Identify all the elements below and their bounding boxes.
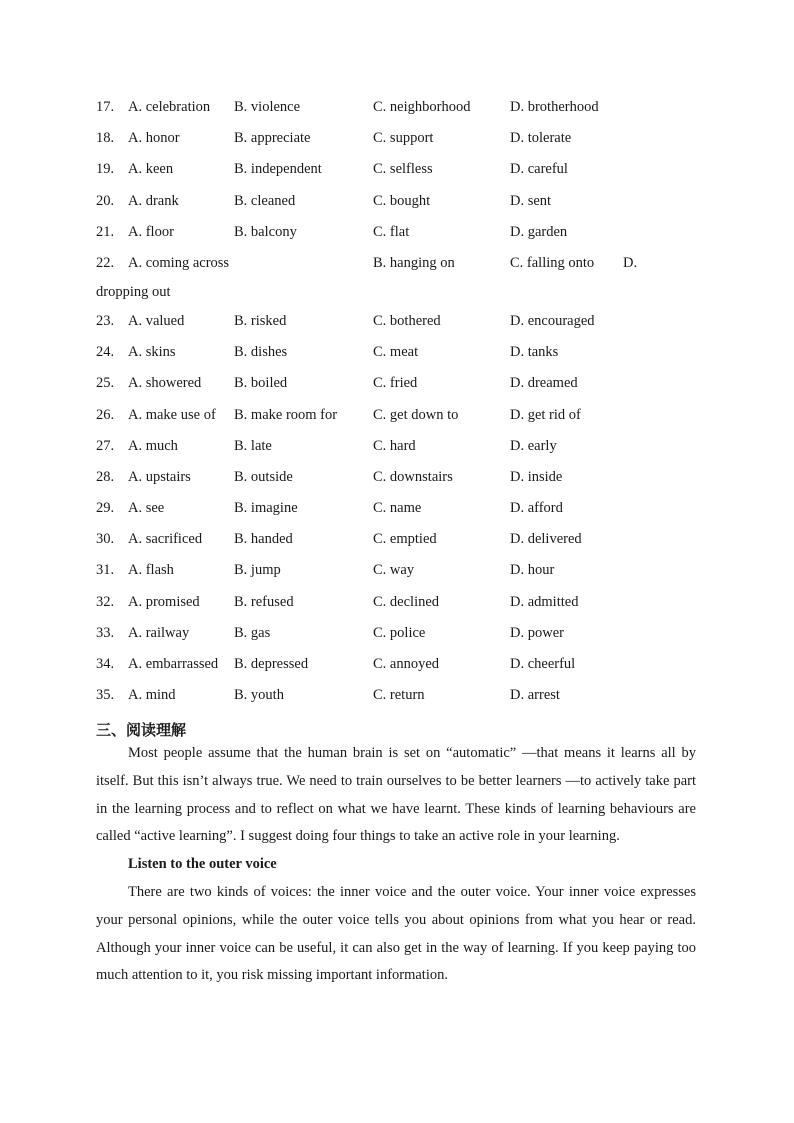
question-number: 29. <box>96 500 115 517</box>
option-d: D. power <box>510 624 564 641</box>
option-b: B. gas <box>234 624 271 641</box>
option-a: A. floor <box>128 223 174 240</box>
option-c: C. name <box>373 500 422 517</box>
question-row-34 <box>96 653 696 684</box>
option-b: B. make room for <box>234 406 338 423</box>
question-row-35 <box>96 684 696 715</box>
question-row-26 <box>96 404 696 435</box>
question-number: 27. <box>96 437 115 454</box>
question-row-30 <box>96 528 696 559</box>
option-c: C. get down to <box>373 406 459 423</box>
question-row-25 <box>96 372 696 403</box>
option-d: D. inside <box>510 468 563 485</box>
option-b: B. outside <box>234 468 293 485</box>
option-b: B. jump <box>234 562 281 579</box>
question-row-24 <box>96 341 696 372</box>
option-a: A. showered <box>128 375 202 392</box>
option-c: C. return <box>373 687 425 704</box>
option-d: D. get rid of <box>510 406 581 423</box>
option-c: C. declined <box>373 593 440 610</box>
option-d: D. hour <box>510 562 555 579</box>
option-d: D. encouraged <box>510 312 595 329</box>
option-d: D. sent <box>510 192 552 209</box>
option-c: C. flat <box>373 223 410 240</box>
option-c: C. selfless <box>373 161 433 178</box>
option-d: D. dreamed <box>510 375 578 392</box>
option-d: D. cheerful <box>510 656 576 672</box>
option-b: B. refused <box>234 593 294 610</box>
option-a: A. see <box>128 500 165 517</box>
option-d: D. afford <box>510 500 563 517</box>
option-b: B. appreciate <box>234 130 311 147</box>
section-title: 三、阅读理解 <box>96 721 187 739</box>
option-b: B. depressed <box>234 656 309 672</box>
question-row-33 <box>96 622 696 653</box>
option-d: D. admitted <box>510 593 579 610</box>
option-d: D. garden <box>510 223 568 240</box>
option-d: D. careful <box>510 161 568 178</box>
option-c: C. way <box>373 562 415 579</box>
question-number: 25. <box>96 375 115 392</box>
option-c: C. bothered <box>373 312 441 329</box>
question-number: 31. <box>96 562 115 579</box>
question-row-28 <box>96 466 696 497</box>
option-b: B. violence <box>234 99 301 115</box>
option-c: C. neighborhood <box>373 99 471 115</box>
option-b: B. handed <box>234 531 293 548</box>
option-d: D. tolerate <box>510 130 572 147</box>
option-b: B. cleaned <box>234 192 296 209</box>
question-number: 17. <box>96 99 115 115</box>
option-a: A. much <box>128 437 178 454</box>
option-c: C. emptied <box>373 531 437 548</box>
question-row-18 <box>96 127 696 158</box>
passage-subheading: Listen to the outer voice <box>128 856 277 873</box>
option-b: B. youth <box>234 687 284 704</box>
question-number: 24. <box>96 344 115 361</box>
option-a: A. valued <box>128 312 185 329</box>
option-a: A. railway <box>128 624 190 641</box>
option-d-continuation: dropping out <box>96 283 171 300</box>
option-d: D. delivered <box>510 531 582 548</box>
question-number: 33. <box>96 624 115 641</box>
option-d: D. tanks <box>510 344 559 361</box>
question-number: 35. <box>96 687 115 704</box>
option-b: B. independent <box>234 161 322 178</box>
question-number: 18. <box>96 130 115 147</box>
question-row-17 <box>96 96 696 127</box>
option-d: D. brotherhood <box>510 99 599 115</box>
question-row-21 <box>96 221 696 252</box>
question-number: 20. <box>96 192 115 209</box>
reading-passage <box>96 740 696 990</box>
question-number: 19. <box>96 161 115 178</box>
cloze-options-list <box>96 96 696 715</box>
option-a: A. embarrassed <box>128 656 219 672</box>
option-a: A. mind <box>128 687 176 704</box>
option-b: B. dishes <box>234 344 288 361</box>
passage-paragraph-2: There are two kinds of voices: the inner voice and the outer voice. Your inner voice expresses your personal opinions, while the outer voice tells you about opinions from what you hear or read. Although your inner voice can be useful, it can also get in the way of learning. If you keep paying too much attention to it, you risk missing important information. <box>96 883 696 984</box>
option-a: A. flash <box>128 562 174 579</box>
option-a: A. honor <box>128 130 180 147</box>
question-row-20 <box>96 190 696 221</box>
option-a: A. drank <box>128 192 179 209</box>
question-number: 21. <box>96 223 115 240</box>
option-b: B. hanging on <box>373 254 455 271</box>
option-c: C. police <box>373 624 426 641</box>
option-a: A. promised <box>128 593 200 610</box>
option-c: C. meat <box>373 344 419 361</box>
question-row-31 <box>96 559 696 590</box>
option-a: A. sacrificed <box>128 531 203 548</box>
option-d: D. early <box>510 437 557 454</box>
question-row-19 <box>96 158 696 189</box>
option-c: C. support <box>373 130 434 147</box>
question-number: 30. <box>96 531 115 548</box>
option-a: A. keen <box>128 161 174 178</box>
option-a: A. make use of <box>128 406 216 423</box>
option-a: A. skins <box>128 344 176 361</box>
option-d: D. arrest <box>510 687 560 704</box>
question-row-32 <box>96 591 696 622</box>
option-c: C. falling onto <box>510 254 595 271</box>
question-row-22 <box>96 252 696 310</box>
option-c: C. hard <box>373 437 416 454</box>
option-b: B. balcony <box>234 223 297 240</box>
passage-paragraph-1: Most people assume that the human brain is set on “automatic” —that means it learns all by itself. But this isn’t always true. We need to train ourselves to be better learners —to actively take part in the learning process and to reflect on what we have learnt. These kinds of learning behaviours are called “active learning”. I suggest doing four things to take an active role in your learning. <box>96 745 696 845</box>
question-number: 28. <box>96 468 115 485</box>
question-row-29 <box>96 497 696 528</box>
option-b: B. imagine <box>234 500 298 517</box>
question-number: 26. <box>96 406 115 423</box>
option-a: A. coming across <box>128 254 230 271</box>
option-c: C. annoyed <box>373 656 440 672</box>
option-b: B. boiled <box>234 375 288 392</box>
question-number: 23. <box>96 312 115 329</box>
option-d: D. <box>623 254 638 271</box>
option-b: B. risked <box>234 312 287 329</box>
option-a: A. celebration <box>128 99 211 115</box>
question-number: 22. <box>96 254 115 271</box>
question-row-23 <box>96 310 696 341</box>
question-number: 32. <box>96 593 115 610</box>
option-c: C. bought <box>373 192 431 209</box>
option-b: B. late <box>234 437 272 454</box>
option-c: C. downstairs <box>373 468 453 485</box>
question-number: 34. <box>96 656 115 672</box>
option-a: A. upstairs <box>128 468 191 485</box>
option-c: C. fried <box>373 375 418 392</box>
question-row-27 <box>96 435 696 466</box>
